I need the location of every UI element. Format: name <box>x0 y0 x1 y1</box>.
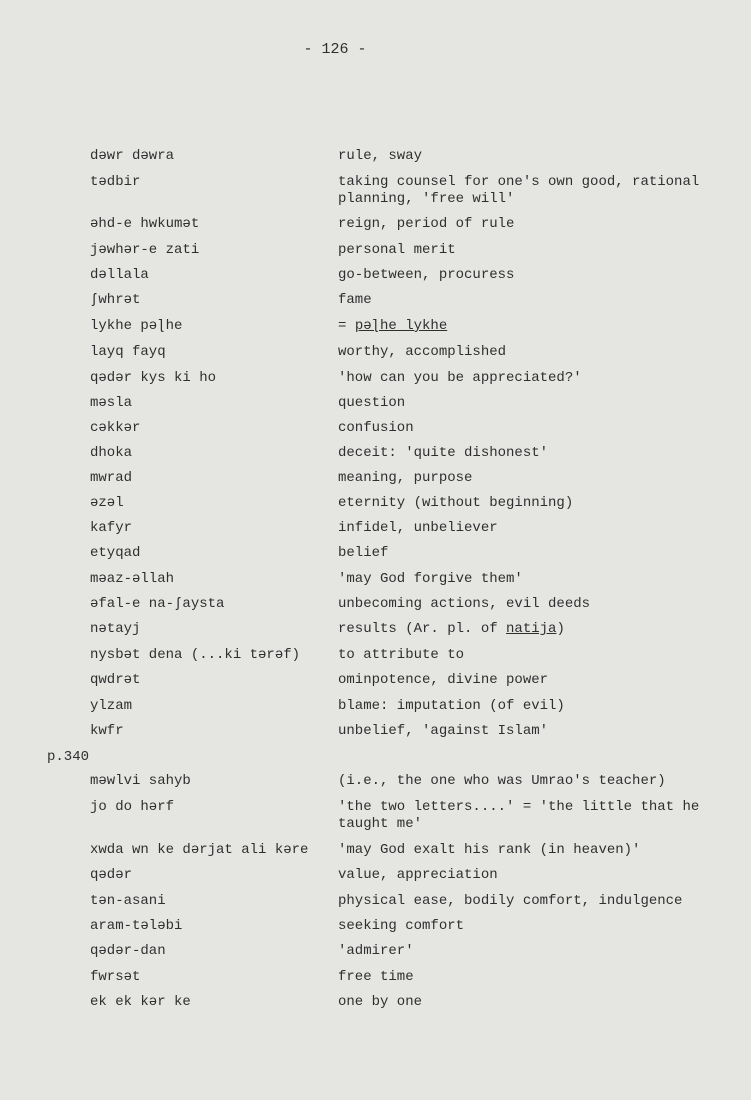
entry-gloss: belief <box>338 545 389 561</box>
entry-gloss: unbecoming actions, evil deeds <box>338 596 591 612</box>
entry-term: jəwhər-e zati <box>90 242 200 258</box>
entry-term: məsla <box>90 395 133 411</box>
entry-term: məwlvi sahyb <box>90 773 191 789</box>
entry-gloss: 'the two letters....' = 'the little that he taught me' <box>338 799 700 832</box>
entry-gloss: value, appreciation <box>338 867 498 883</box>
entry-term: nysbət dena (...ki tərəf) <box>90 647 301 663</box>
entry-gloss: meaning, purpose <box>338 470 473 486</box>
entry-gloss: taking counsel for one's own good, rational planning, 'free will' <box>338 174 700 207</box>
entry-term: məaz-əllah <box>90 571 175 587</box>
entry-term: kwfr <box>90 723 124 739</box>
gloss-prefix: = <box>338 318 355 334</box>
entry-term: cəkkər <box>90 420 141 436</box>
gloss-underlined: natija <box>506 621 557 637</box>
entry-gloss: ominpotence, divine power <box>338 672 549 688</box>
entry-gloss <box>338 318 708 335</box>
entry-term: jo do hərf <box>90 799 175 815</box>
entry-term: dəwr dəwra <box>90 148 175 164</box>
entry-gloss: rule, sway <box>338 148 423 164</box>
entry-gloss: worthy, accomplished <box>338 344 507 360</box>
entry-term: layq fayq <box>90 344 166 360</box>
entry-gloss: 'how can you be appreciated?' <box>338 370 582 386</box>
page-number: - 126 - <box>303 41 367 58</box>
entry-term: fwrsət <box>90 969 141 985</box>
entry-term: ʃwhrət <box>90 292 141 308</box>
entry-gloss: deceit: 'quite dishonest' <box>338 445 549 461</box>
gloss-underlined: pəɭhe lykhe <box>354 318 448 334</box>
entry-gloss: 'may God exalt his rank (in heaven)' <box>338 842 641 858</box>
entry-term: əzəl <box>90 495 124 511</box>
entry-term: qədər-dan <box>90 943 166 959</box>
entry-gloss: one by one <box>338 994 423 1010</box>
entry-term: dhoka <box>90 445 133 461</box>
entry-gloss: (i.e., the one who was Umrao's teacher) <box>338 773 666 789</box>
entry-term: qwdrət <box>90 672 141 688</box>
entry-gloss: infidel, unbeliever <box>338 520 498 536</box>
entry-gloss: 'admirer' <box>338 943 414 959</box>
entry-term: tən-asani <box>90 893 166 909</box>
entry-gloss: seeking comfort <box>338 918 465 934</box>
entry-gloss: physical ease, bodily comfort, indulgence <box>338 893 683 909</box>
entry-gloss: eternity (without beginning) <box>338 495 574 511</box>
entry-gloss: confusion <box>338 420 414 436</box>
entry-term: xwda wn ke dərjat ali kəre <box>90 842 309 858</box>
entry-term: tədbir <box>90 174 141 190</box>
entry-gloss: free time <box>338 969 414 985</box>
margin-page-reference: p.340 <box>47 749 90 765</box>
entry-gloss: fame <box>338 292 372 308</box>
gloss-suffix: ) <box>556 621 565 637</box>
entry-gloss: go-between, procuress <box>338 267 515 283</box>
entry-term: ek ek kər ke <box>90 994 191 1010</box>
entry-term: əhd-e hwkumət <box>90 216 200 232</box>
entry-term: kafyr <box>90 520 133 536</box>
entry-gloss: to attribute to <box>338 647 465 663</box>
entry-gloss: blame: imputation (of evil) <box>338 698 565 714</box>
entry-term: dəllala <box>90 267 149 283</box>
entry-term: qədər kys ki ho <box>90 370 217 386</box>
entry-gloss: question <box>338 395 406 411</box>
entry-term: aram-tələbi <box>90 918 183 934</box>
gloss-prefix: results (Ar. pl. of <box>338 621 507 637</box>
entry-term: lykhe pəɭhe <box>90 318 183 334</box>
entry-term: nətayj <box>90 621 141 637</box>
entry-term: ylzam <box>90 698 133 714</box>
entry-term: qədər <box>90 867 133 883</box>
entry-gloss: unbelief, 'against Islam' <box>338 723 549 739</box>
entry-term: mwrad <box>90 470 133 486</box>
entry-term: etyqad <box>90 545 141 561</box>
entry-term: əfal-e na-ʃaysta <box>90 596 225 612</box>
entry-gloss: 'may God forgive them' <box>338 571 523 587</box>
entry-gloss: personal merit <box>338 242 456 258</box>
entry-gloss: reign, period of rule <box>338 216 515 232</box>
entry-gloss <box>338 621 708 638</box>
